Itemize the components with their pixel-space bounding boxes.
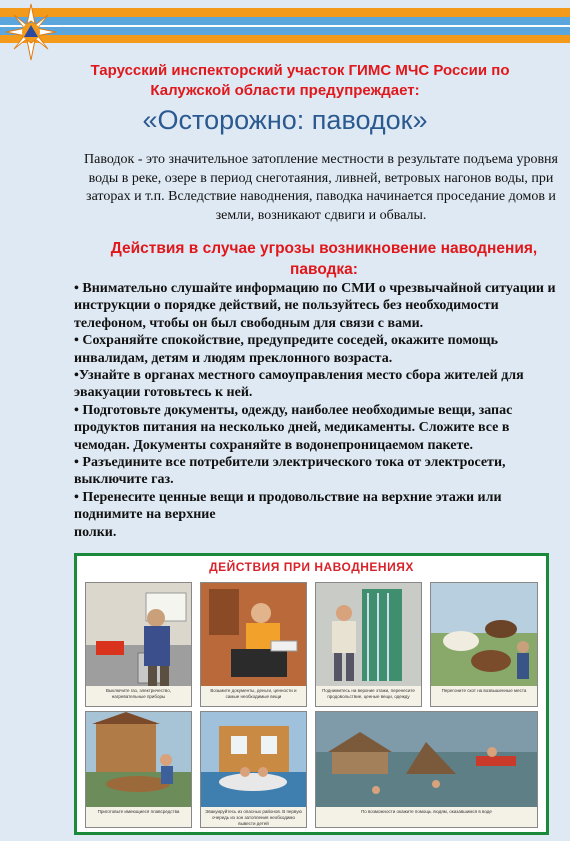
boats-illustration <box>86 712 192 809</box>
poster-panel-upstairs <box>315 582 422 707</box>
poster-panel-documents <box>200 582 307 707</box>
documents-illustration <box>201 583 307 688</box>
list-item: • Подготовьте документы, одежду, наиболее необходимые вещи, запас продуктов питания на несколько дней, медикаменты. Сложите все в чемодан. Документы сохраняйте в водонепроницаемом пакете. <box>74 402 513 453</box>
header-line-2: Калужской области предупреждает: <box>150 82 420 99</box>
header-stripes <box>0 0 570 52</box>
poster-panel-evacuation <box>200 711 307 828</box>
list-item: полки. <box>74 524 117 540</box>
poster-panel-rescue <box>315 711 538 828</box>
poster-caption: По возможности окажите помощь людям, оказавшимся в воде <box>316 807 537 827</box>
list-item: • Перенесите ценные вещи и продовольствие на верхние этажи или поднимите на верхние <box>74 489 502 523</box>
actions-heading: Действия в случае угрозы возникновение наводнения, паводка: <box>110 240 538 278</box>
poster-panel-boats <box>85 711 192 828</box>
mchs-emblem-icon <box>4 2 58 62</box>
poster-caption: Возьмите документы, деньги, ценности и самые необходимые вещи <box>201 686 306 706</box>
poster-caption: Поднимитесь на верхние этажи, перенесите продовольствие, ценные вещи, одежду <box>316 686 421 706</box>
list-item: • Сохраняйте спокойствие, предупредите соседей, окажите помощь инвалидам, детям и людям преклонного возраста. <box>74 333 499 366</box>
flood-actions-poster <box>74 553 549 835</box>
stripe-blue-bottom <box>0 27 570 35</box>
evacuation-illustration <box>201 712 307 809</box>
kitchen-illustration <box>86 583 192 688</box>
list-item: •Узнайте в органах местного самоуправления место сбора жителей для эвакуации готовьтесь к ней. <box>74 368 524 401</box>
upstairs-illustration <box>316 583 422 688</box>
actions-list <box>74 280 568 541</box>
list-item: • Внимательно слушайте информацию по СМИ о чрезвычайной ситуации и инструкции о порядке действий, не пользуйтесь без необходимости телефоном, чтобы он был свободным для связи с вами. <box>74 281 556 331</box>
stripe-orange-bottom <box>0 35 570 43</box>
poster-caption: Эвакуируйтесь из опасных районов. В первую очередь из зон затопления необходимо вывести детей <box>201 807 306 827</box>
poster-caption: Приготовьте имеющиеся плавсредства <box>86 807 191 827</box>
poster-panel-cattle <box>430 582 538 707</box>
page-title: «Осторожно: паводок» <box>142 105 428 135</box>
poster-caption: Перегоните скот на возвышенные места <box>431 686 537 706</box>
cattle-illustration <box>431 583 538 688</box>
poster-caption: Выключите газ, электричество, нагревательные приборы <box>86 686 191 706</box>
intro-paragraph: Паводок - это значительное затопление местности в результате подъема уровня воды в реке, озере в период снеготаяния, ливней, ветровых нагонов воды, при заторах и т.п. Вследствие наводнения, паводка начинается проседание домов и земли, возникают сдвиги и обвалы. <box>84 152 558 223</box>
header-line-1: Тарусский инспекторский участок ГИМС МЧС России по <box>90 62 510 79</box>
list-item: • Разъедините все потребители электрического тока от электросети, выключите газ. <box>74 455 506 488</box>
stripe-blue-top <box>0 17 570 25</box>
poster-title: ДЕЙСТВИЯ ПРИ НАВОДНЕНИЯХ <box>209 560 414 574</box>
stripe-orange-top <box>0 8 570 17</box>
rescue-illustration <box>316 712 538 809</box>
poster-panel-kitchen <box>85 582 192 707</box>
